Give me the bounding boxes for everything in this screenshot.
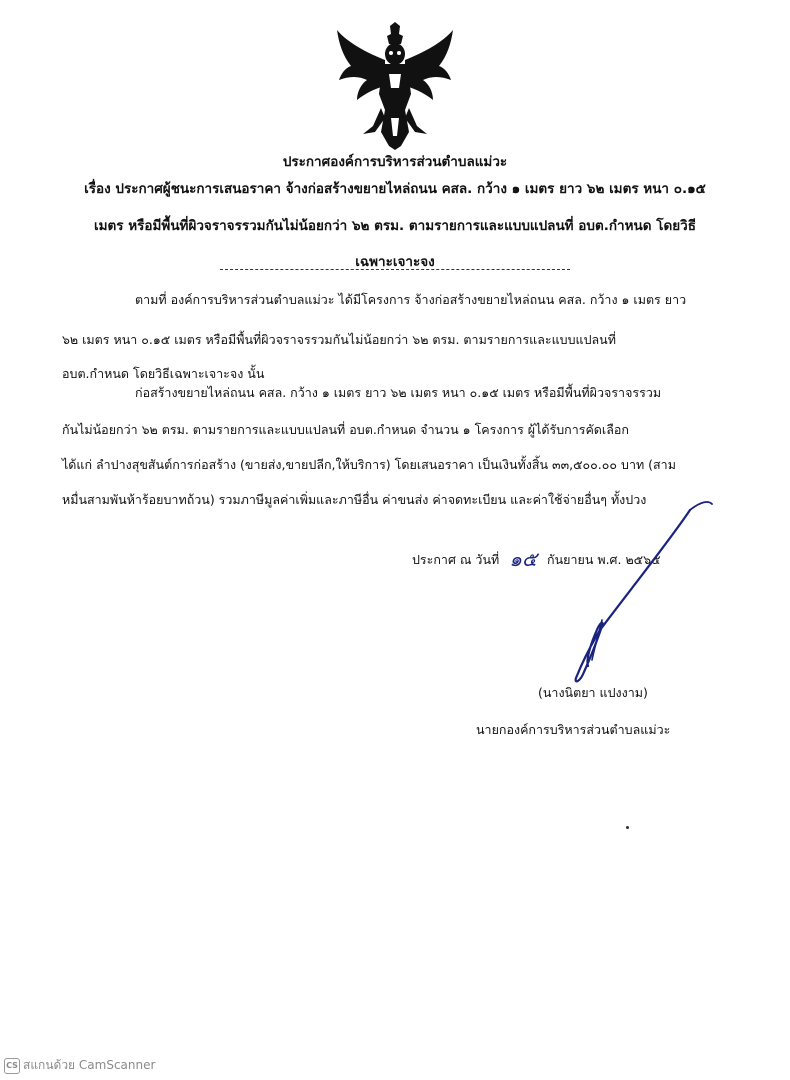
- garuda-emblem-icon: [335, 22, 455, 150]
- camscanner-text: สแกนด้วย CamScanner: [23, 1058, 156, 1072]
- subject-line-3: เฉพาะเจาะจง: [355, 254, 435, 270]
- document-title: ประกาศองค์การบริหารส่วนตำบลแม่วะ: [282, 154, 508, 170]
- handwritten-day: ๑๕: [509, 547, 538, 571]
- signature-icon: [540, 500, 730, 690]
- dashed-divider: [220, 269, 570, 270]
- paragraph-1-line-3: อบต.กำหนด โดยวิธีเฉพาะเจาะจง นั้น: [62, 366, 265, 381]
- paragraph-2-line-4: หมื่นสามพันห้าร้อยบาทถ้วน) รวมภาษีมูลค่าเพิ่มและภาษีอื่น ค่าขนส่ง ค่าจดทะเบียน และค่าใช้จ่ายอื่นๆ ทั้งปวง: [62, 492, 647, 507]
- paragraph-2-line-2: กันไม่น้อยกว่า ๖๒ ตรม. ตามรายการและแบบแปลนที่ อบต.กำหนด จำนวน ๑ โครงการ ผู้ได้รับการคัดเลือก: [62, 422, 629, 437]
- scan-speck: [626, 826, 629, 829]
- signer-name: (นางนิตยา แปงงาม): [538, 685, 648, 700]
- paragraph-1-line-1: ตามที่ องค์การบริหารส่วนตำบลแม่วะ ได้มีโครงการ จ้างก่อสร้างขยายไหล่ถนน คสล. กว้าง ๑ เมตร ยาว: [135, 292, 687, 307]
- camscanner-logo-icon: CS: [4, 1058, 20, 1074]
- paragraph-2-line-1: ก่อสร้างขยายไหล่ถนน คสล. กว้าง ๑ เมตร ยาว ๖๒ เมตร หนา ๐.๑๕ เมตร หรือมีพื้นที่ผิวจราจรรวม: [135, 385, 662, 400]
- camscanner-watermark: [4, 1056, 155, 1075]
- subject-line-1: เรื่อง ประกาศผู้ชนะการเสนอราคา จ้างก่อสร้างขยายไหล่ถนน คสล. กว้าง ๑ เมตร ยาว ๖๒ เมตร หนา ๐.๑๕: [84, 181, 706, 197]
- date-month-year: กันยายน พ.ศ. ๒๕๖๕: [547, 552, 661, 567]
- subject-line-2: เมตร หรือมีพื้นที่ผิวจราจรรวมกันไม่น้อยกว่า ๖๒ ตรม. ตามรายการและแบบแปลนที่ อบต.กำหนด โดยวิธี: [94, 218, 696, 234]
- paragraph-1-line-2: ๖๒ เมตร หนา ๐.๑๕ เมตร หรือมีพื้นที่ผิวจราจรรวมกันไม่น้อยกว่า ๖๒ ตรม. ตามรายการและแบบแปลนที่: [62, 332, 616, 347]
- signer-title: นายกองค์การบริหารส่วนตำบลแม่วะ: [476, 722, 671, 737]
- date-prefix: ประกาศ ณ วันที่: [412, 552, 500, 567]
- paragraph-2-line-3: ได้แก่ ลำปางสุขสันต์การก่อสร้าง (ขายส่ง,ขายปลีก,ให้บริการ) โดยเสนอราคา เป็นเงินทั้งสิ้น ๓๓,๕๐๐.๐๐ บาท (สาม: [62, 457, 676, 472]
